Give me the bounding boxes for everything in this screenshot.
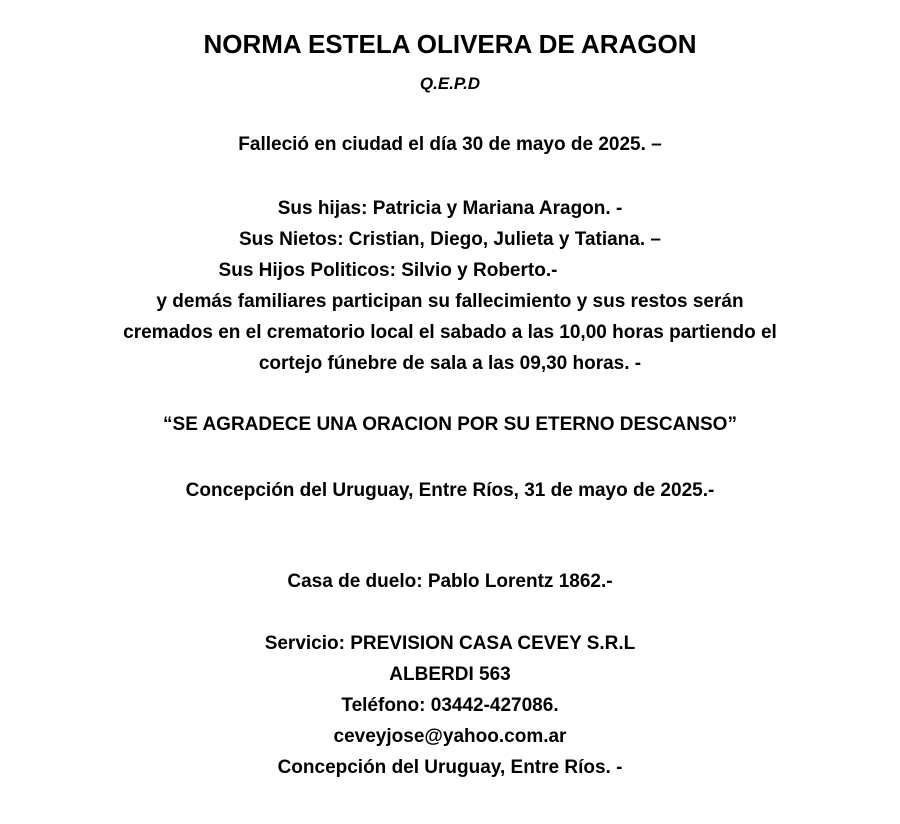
city-line: Concepción del Uruguay, Entre Ríos. - — [277, 757, 623, 778]
daughters-line: Sus hijas: Patricia y Mariana Aragon. - — [277, 198, 623, 219]
address-line: ALBERDI 563 — [389, 664, 511, 685]
service-line: Servicio: PREVISION CASA CEVEY S.R.L — [264, 633, 636, 654]
announcement-line: cremados en el crematorio local el sabado a las 10,00 horas partiendo el — [123, 322, 777, 343]
email-line: ceveyjose@yahoo.com.ar — [333, 726, 567, 747]
prayer-request-line: “SE AGRADECE UNA ORACION POR SU ETERNO DESCANSO” — [163, 414, 737, 435]
place-date-line: Concepción del Uruguay, Entre Ríos, 31 de mayo de 2025.- — [185, 480, 715, 501]
in-laws-line: Sus Hijos Politicos: Silvio y Roberto.- — [218, 260, 558, 281]
grandchildren-line: Sus Nietos: Cristian, Diego, Julieta y Tatiana. – — [239, 229, 661, 250]
house-of-mourning-line: Casa de duelo: Pablo Lorentz 1862.- — [287, 571, 613, 592]
phone-line: Teléfono: 03442-427086. — [341, 695, 559, 716]
deceased-name: NORMA ESTELA OLIVERA DE ARAGON — [203, 29, 697, 59]
announcement-line: y demás familiares participan su fallecimiento y sus restos serán — [156, 291, 744, 312]
death-notice-line: Falleció en ciudad el día 30 de mayo de 2025. – — [238, 134, 662, 155]
qepd-label: Q.E.P.D — [419, 74, 481, 93]
announcement-line: cortejo fúnebre de sala a las 09,30 horas. - — [258, 353, 642, 374]
